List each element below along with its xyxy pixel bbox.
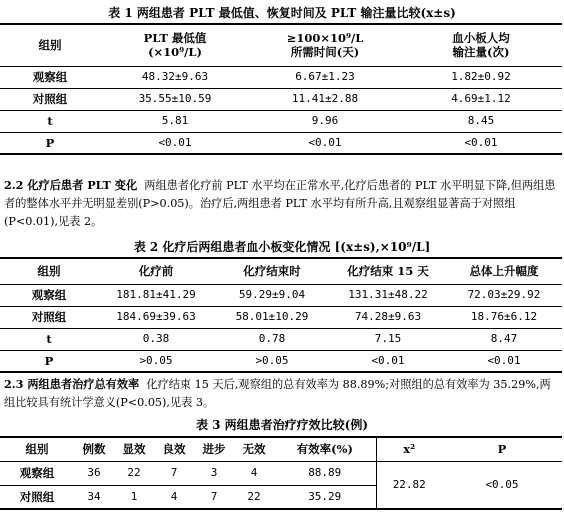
table3-cell: 34: [74, 485, 114, 509]
table2-cell: 59.29±9.04: [214, 284, 330, 306]
table1-row-label: t: [0, 110, 100, 132]
table1-cell: <0.01: [100, 132, 250, 154]
table3-caption: 表 3 两组患者治疗疗效比较(例): [195, 418, 369, 432]
table2-cell: >0.05: [98, 350, 214, 372]
table3-cell: 22: [114, 461, 154, 485]
table-row: [0, 88, 562, 110]
table2-caption: 表 2 化疗后两组患者血小板变化情况 [(x±s),×10⁹/L]: [133, 240, 431, 254]
table1-header-group: 组别: [0, 24, 100, 66]
table1-header-transfusion-line1: 血小板人均: [452, 31, 510, 46]
table2-header-row: [0, 258, 562, 284]
table3-cell: 7: [194, 485, 234, 509]
table3-header-cell: 良效: [154, 437, 194, 461]
table3-header-cell: P: [442, 437, 562, 461]
table1-cell: <0.01: [250, 132, 400, 154]
table3-cell: 88.89: [274, 461, 376, 485]
table1-row-label: 观察组: [0, 66, 100, 88]
table1-caption: 表 1 两组患者 PLT 最低值、恢复时间及 PLT 输注量比较(x±s): [108, 6, 456, 20]
table1-header-transfusion-line2: 输注量(次): [452, 45, 510, 60]
table3-p-value: <0.05: [442, 461, 562, 509]
section-2-3-paragraph: [4, 375, 560, 412]
table3-header-cell: 例数: [74, 437, 114, 461]
table3-header-cell: 有效率(%): [274, 437, 376, 461]
table1-cell: 8.45: [400, 110, 562, 132]
section-2-2-text: 两组患者化疗前 PLT 水平均在正常水平,化疗后患者的 PLT 水平明显下降,但两组患者的整体水平并无明显差别(P>0.05)。治疗后,两组患者 PLT 水平均有所升高,且观察组显著高于对照组(P<0.01),见表 2。: [4, 179, 556, 228]
table1-header-row: [0, 24, 562, 66]
table3-header-cell: 组别: [0, 437, 74, 461]
table2: [0, 257, 562, 373]
table-row: [0, 350, 562, 372]
table3-cell: 36: [74, 461, 114, 485]
table1-cell: 5.81: [100, 110, 250, 132]
table2-header-cell: 化疗前: [98, 258, 214, 284]
table1-row-label: P: [0, 132, 100, 154]
table2-cell: <0.01: [330, 350, 446, 372]
table1-header-plt-min-line2: (×10⁹/L): [148, 45, 202, 60]
table1-header-recovery-line2: 所需时间(天): [290, 45, 360, 60]
table3-cell: 4: [234, 461, 274, 485]
table1-cell: 35.55±10.59: [100, 88, 250, 110]
table1-header-recovery: [250, 24, 400, 66]
table1-header-plt-min: [100, 24, 250, 66]
table2-row-label: 观察组: [0, 284, 98, 306]
table3-row-label: 对照组: [0, 485, 74, 509]
table2-row-label: t: [0, 328, 98, 350]
table2-cell: 72.03±29.92: [446, 284, 562, 306]
table2-header-cell: 总体上升幅度: [446, 258, 562, 284]
table2-cell: <0.01: [446, 350, 562, 372]
table3-header-row: [0, 437, 562, 461]
table2-cell: 58.01±10.29: [214, 306, 330, 328]
table1-header-plt-min-line1: PLT 最低值: [143, 31, 207, 46]
table2-cell: >0.05: [214, 350, 330, 372]
table-row: [0, 66, 562, 88]
table-row: [0, 110, 562, 132]
table2-row-label: 对照组: [0, 306, 98, 328]
table-row: [0, 461, 562, 485]
section-2-3-text: 化疗结束 15 天后,观察组的总有效率为 88.89%;对照组的总有效率为 35.29%,两组比较具有统计学意义(P<0.05),见表 3。: [4, 378, 551, 409]
table2-row-label: P: [0, 350, 98, 372]
table3-row-label: 观察组: [0, 461, 74, 485]
table-row: [0, 284, 562, 306]
table1-header-recovery-line1: ≥100×10⁹/L: [286, 31, 364, 46]
table1-cell: 11.41±2.88: [250, 88, 400, 110]
table2-cell: 7.15: [330, 328, 446, 350]
table3-header-cell: 进步: [194, 437, 234, 461]
section-2-3-heading: 2.3 两组患者治疗总有效率: [4, 377, 140, 391]
table2-cell: 74.28±9.63: [330, 306, 446, 328]
table1-cell: 4.69±1.12: [400, 88, 562, 110]
table2-cell: 18.76±6.12: [446, 306, 562, 328]
table3-cell: 1: [114, 485, 154, 509]
table3-cell: 7: [154, 461, 194, 485]
section-2-2-paragraph: [4, 176, 560, 231]
table3-cell: 3: [194, 461, 234, 485]
table-row: [0, 328, 562, 350]
table2-header-cell: 化疗结束 15 天: [330, 258, 446, 284]
section-2-2-heading: 2.2 化疗后患者 PLT 变化: [4, 178, 138, 192]
table1-cell: 1.82±0.92: [400, 66, 562, 88]
table1-cell: <0.01: [400, 132, 562, 154]
table2-cell: 181.81±41.29: [98, 284, 214, 306]
table2-header-cell: 组别: [0, 258, 98, 284]
table3-header-cell: 显效: [114, 437, 154, 461]
table3: [0, 436, 562, 510]
table2-cell: 0.78: [214, 328, 330, 350]
table3-cell: 35.29: [274, 485, 376, 509]
table2-cell: 184.69±39.63: [98, 306, 214, 328]
table2-cell: 8.47: [446, 328, 562, 350]
table2-header-cell: 化疗结束时: [214, 258, 330, 284]
table1-cell: 9.96: [250, 110, 400, 132]
table3-cell: 22: [234, 485, 274, 509]
table3-cell: 4: [154, 485, 194, 509]
table1-cell: 6.67±1.23: [250, 66, 400, 88]
table3-header-cell: x²: [376, 437, 442, 461]
table3-chi-square: 22.82: [376, 461, 442, 509]
table2-cell: 0.38: [98, 328, 214, 350]
table1-row-label: 对照组: [0, 88, 100, 110]
table-row: [0, 132, 562, 154]
table3-header-cell: 无效: [234, 437, 274, 461]
table1-cell: 48.32±9.63: [100, 66, 250, 88]
table1-header-transfusion: [400, 24, 562, 66]
table2-cell: 131.31±48.22: [330, 284, 446, 306]
table1: [0, 23, 562, 155]
table-row: [0, 306, 562, 328]
